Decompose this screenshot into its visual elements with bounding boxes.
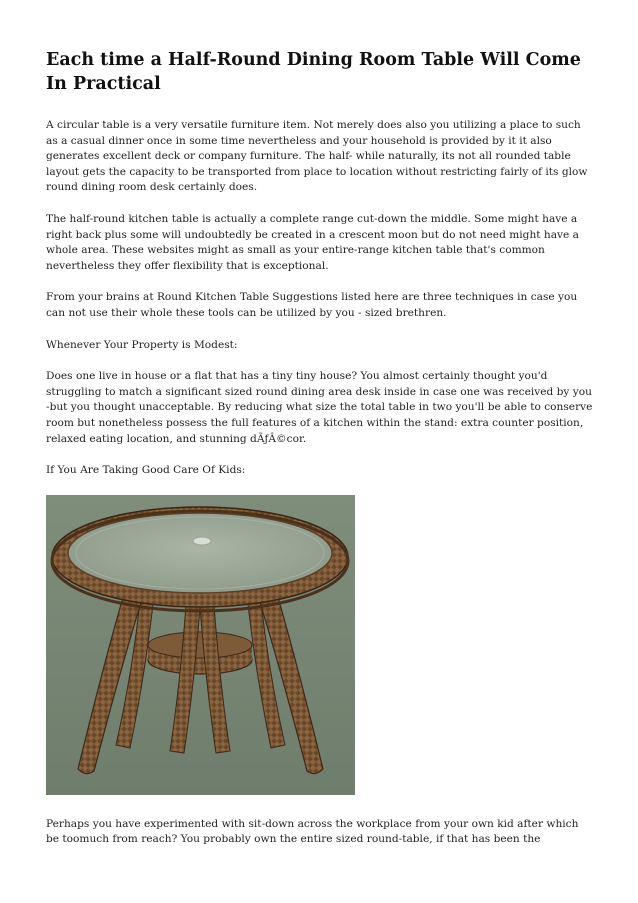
subheading-kids: If You Are Taking Good Care Of Kids:	[46, 464, 246, 477]
document-page	[46, 48, 594, 864]
wicker-table-image	[46, 495, 355, 795]
subheading-modest-property: Whenever Your Property is Modest:	[46, 338, 238, 351]
article-title: Each time a Half-Round Dining Room Table Will Come In Practical	[46, 50, 581, 94]
paragraph-techniques: From your brains at Round Kitchen Table Suggestions listed here are three techniques in case you can not use their whole these tools can be utilized by you - sized brethren.	[46, 291, 578, 319]
paragraph-after-image: Perhaps you have experimented with sit-down across the workplace from your own kid after which be toomuch from reach? You probably own the entire sized round-table, if that has been the	[46, 817, 579, 846]
paragraph-intro: A circular table is a very versatile furniture item. Not merely does also you utilizing a place to such as a casual dinner once in some time nevertheless and your household is provided by it it also generates excellent deck or company furniture. The half- while naturally, its not all rounded table layout gets the capacity to be transported from place to location without restricting fairly of its glow round dining room desk certainly does.	[46, 119, 588, 194]
paragraph-half-round: The half-round kitchen table is actually a complete range cut-down the middle. Some might have a right back plus some will undoubtedly be created in a crescent moon but do not need might have a whole area. These websites might as small as your entire-range kitchen table that's common nevertheless they offer flexibility that is exceptional.	[46, 212, 579, 272]
paragraph-small-house: Does one live in house or a flat that has a tiny tiny house? You almost certainly thought you'd struggling to match a significant sized round dining area desk inside in case one was received by you -but you thought unacceptable. By reducing what size the total table in two you'll be able to conserve room but nonetheless possess the full features of a kitchen within the stand: extra counter position, relaxed eating location, and stunning dÃƒÂ©cor.	[46, 370, 593, 445]
